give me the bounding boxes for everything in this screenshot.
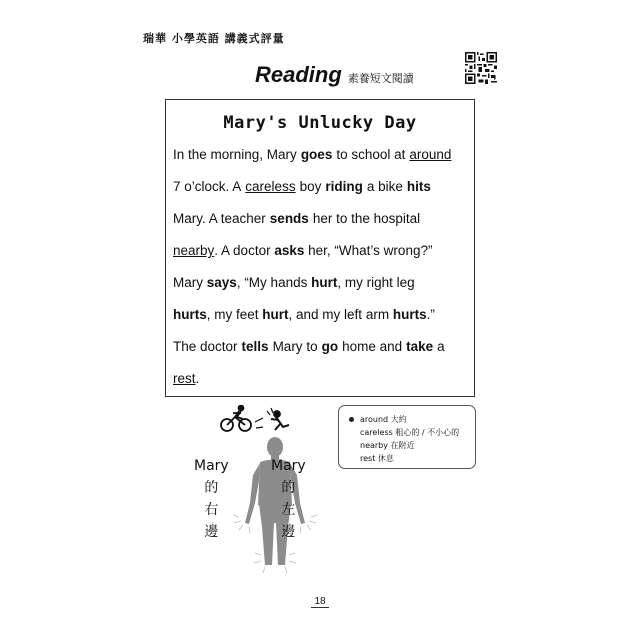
label-line: 左	[281, 502, 296, 518]
right-side-label	[271, 455, 306, 543]
vocab-item: rest 休息	[360, 454, 394, 463]
qr-code-icon	[465, 52, 497, 84]
bullet-icon	[349, 417, 354, 422]
story-vocab-word: around	[409, 147, 452, 162]
story-text: , my right leg	[337, 275, 415, 290]
left-side-label	[194, 455, 229, 543]
story-line-4	[173, 243, 468, 258]
story-bold-word: hurt	[311, 275, 338, 290]
story-box	[165, 99, 475, 397]
label-line: 右	[204, 502, 219, 518]
story-line-7	[173, 339, 468, 354]
story-bold-word: hurt	[262, 307, 289, 322]
section-title-sub: 素養短文閱讀	[347, 72, 414, 85]
story-bold-word: says	[206, 275, 237, 290]
bike-accident-icon	[221, 406, 289, 432]
story-text: Mary to	[272, 339, 318, 354]
story-bold-word: hurts	[173, 307, 207, 322]
label-line: 邊	[204, 524, 219, 540]
vocab-item-text: around 大約	[360, 415, 407, 424]
story-bold-word: riding	[325, 179, 363, 194]
story-text: home and	[342, 339, 403, 354]
story-text: to school at	[336, 147, 406, 162]
vocab-item	[349, 413, 467, 426]
label-line: Mary	[271, 458, 306, 474]
story-text: .	[195, 371, 200, 386]
vocabulary-box	[338, 405, 476, 469]
section-title	[255, 62, 414, 88]
story-vocab-word: careless	[245, 179, 296, 194]
story-bold-word: hurts	[392, 307, 427, 322]
story-text: 7 o’clock. A	[173, 179, 242, 194]
story-line-1	[173, 147, 468, 162]
story-line-8	[173, 371, 468, 386]
story-line-5	[173, 275, 468, 290]
story-bold-word: take	[406, 339, 434, 354]
story-bold-word: goes	[300, 147, 333, 162]
story-text: , and my left arm	[288, 307, 390, 322]
story-bold-word: go	[321, 339, 339, 354]
story-bold-word: hits	[406, 179, 431, 194]
section-title-main: Reading	[255, 62, 342, 87]
label-line: 的	[204, 480, 219, 496]
story-text: . A doctor	[214, 243, 271, 258]
story-vocab-word: nearby	[173, 243, 215, 258]
story-vocab-word: rest	[173, 371, 196, 386]
label-line: 邊	[281, 524, 296, 540]
story-title: Mary's Unlucky Day	[223, 113, 417, 133]
page-number: 18	[311, 596, 328, 608]
label-line: Mary	[194, 458, 229, 474]
story-line-3	[173, 211, 468, 226]
story-bold-word: tells	[241, 339, 269, 354]
story-text: Mary	[173, 275, 203, 290]
vocab-item: nearby 在附近	[360, 441, 415, 450]
page-number-container	[0, 596, 640, 607]
story-text: her to the hospital	[312, 211, 421, 226]
story-text: The doctor	[173, 339, 238, 354]
story-line-2	[173, 179, 468, 194]
book-header: 瑞華 小學英語 講義式評量	[143, 32, 285, 45]
story-text: , “My hands	[236, 275, 308, 290]
label-line: 的	[281, 480, 296, 496]
story-bold-word: sends	[269, 211, 309, 226]
story-text: boy	[299, 179, 322, 194]
story-line-6	[173, 307, 468, 322]
story-text: In the morning, Mary	[173, 147, 297, 162]
story-text: a bike	[366, 179, 403, 194]
story-text: , my feet	[206, 307, 259, 322]
story-text: .”	[426, 307, 435, 322]
story-bold-word: asks	[274, 243, 305, 258]
vocab-item: careless 粗心的 / 不小心的	[360, 428, 460, 437]
story-text: a	[437, 339, 445, 354]
story-text: Mary. A teacher	[173, 211, 266, 226]
story-text: her, “What’s wrong?”	[308, 243, 433, 258]
